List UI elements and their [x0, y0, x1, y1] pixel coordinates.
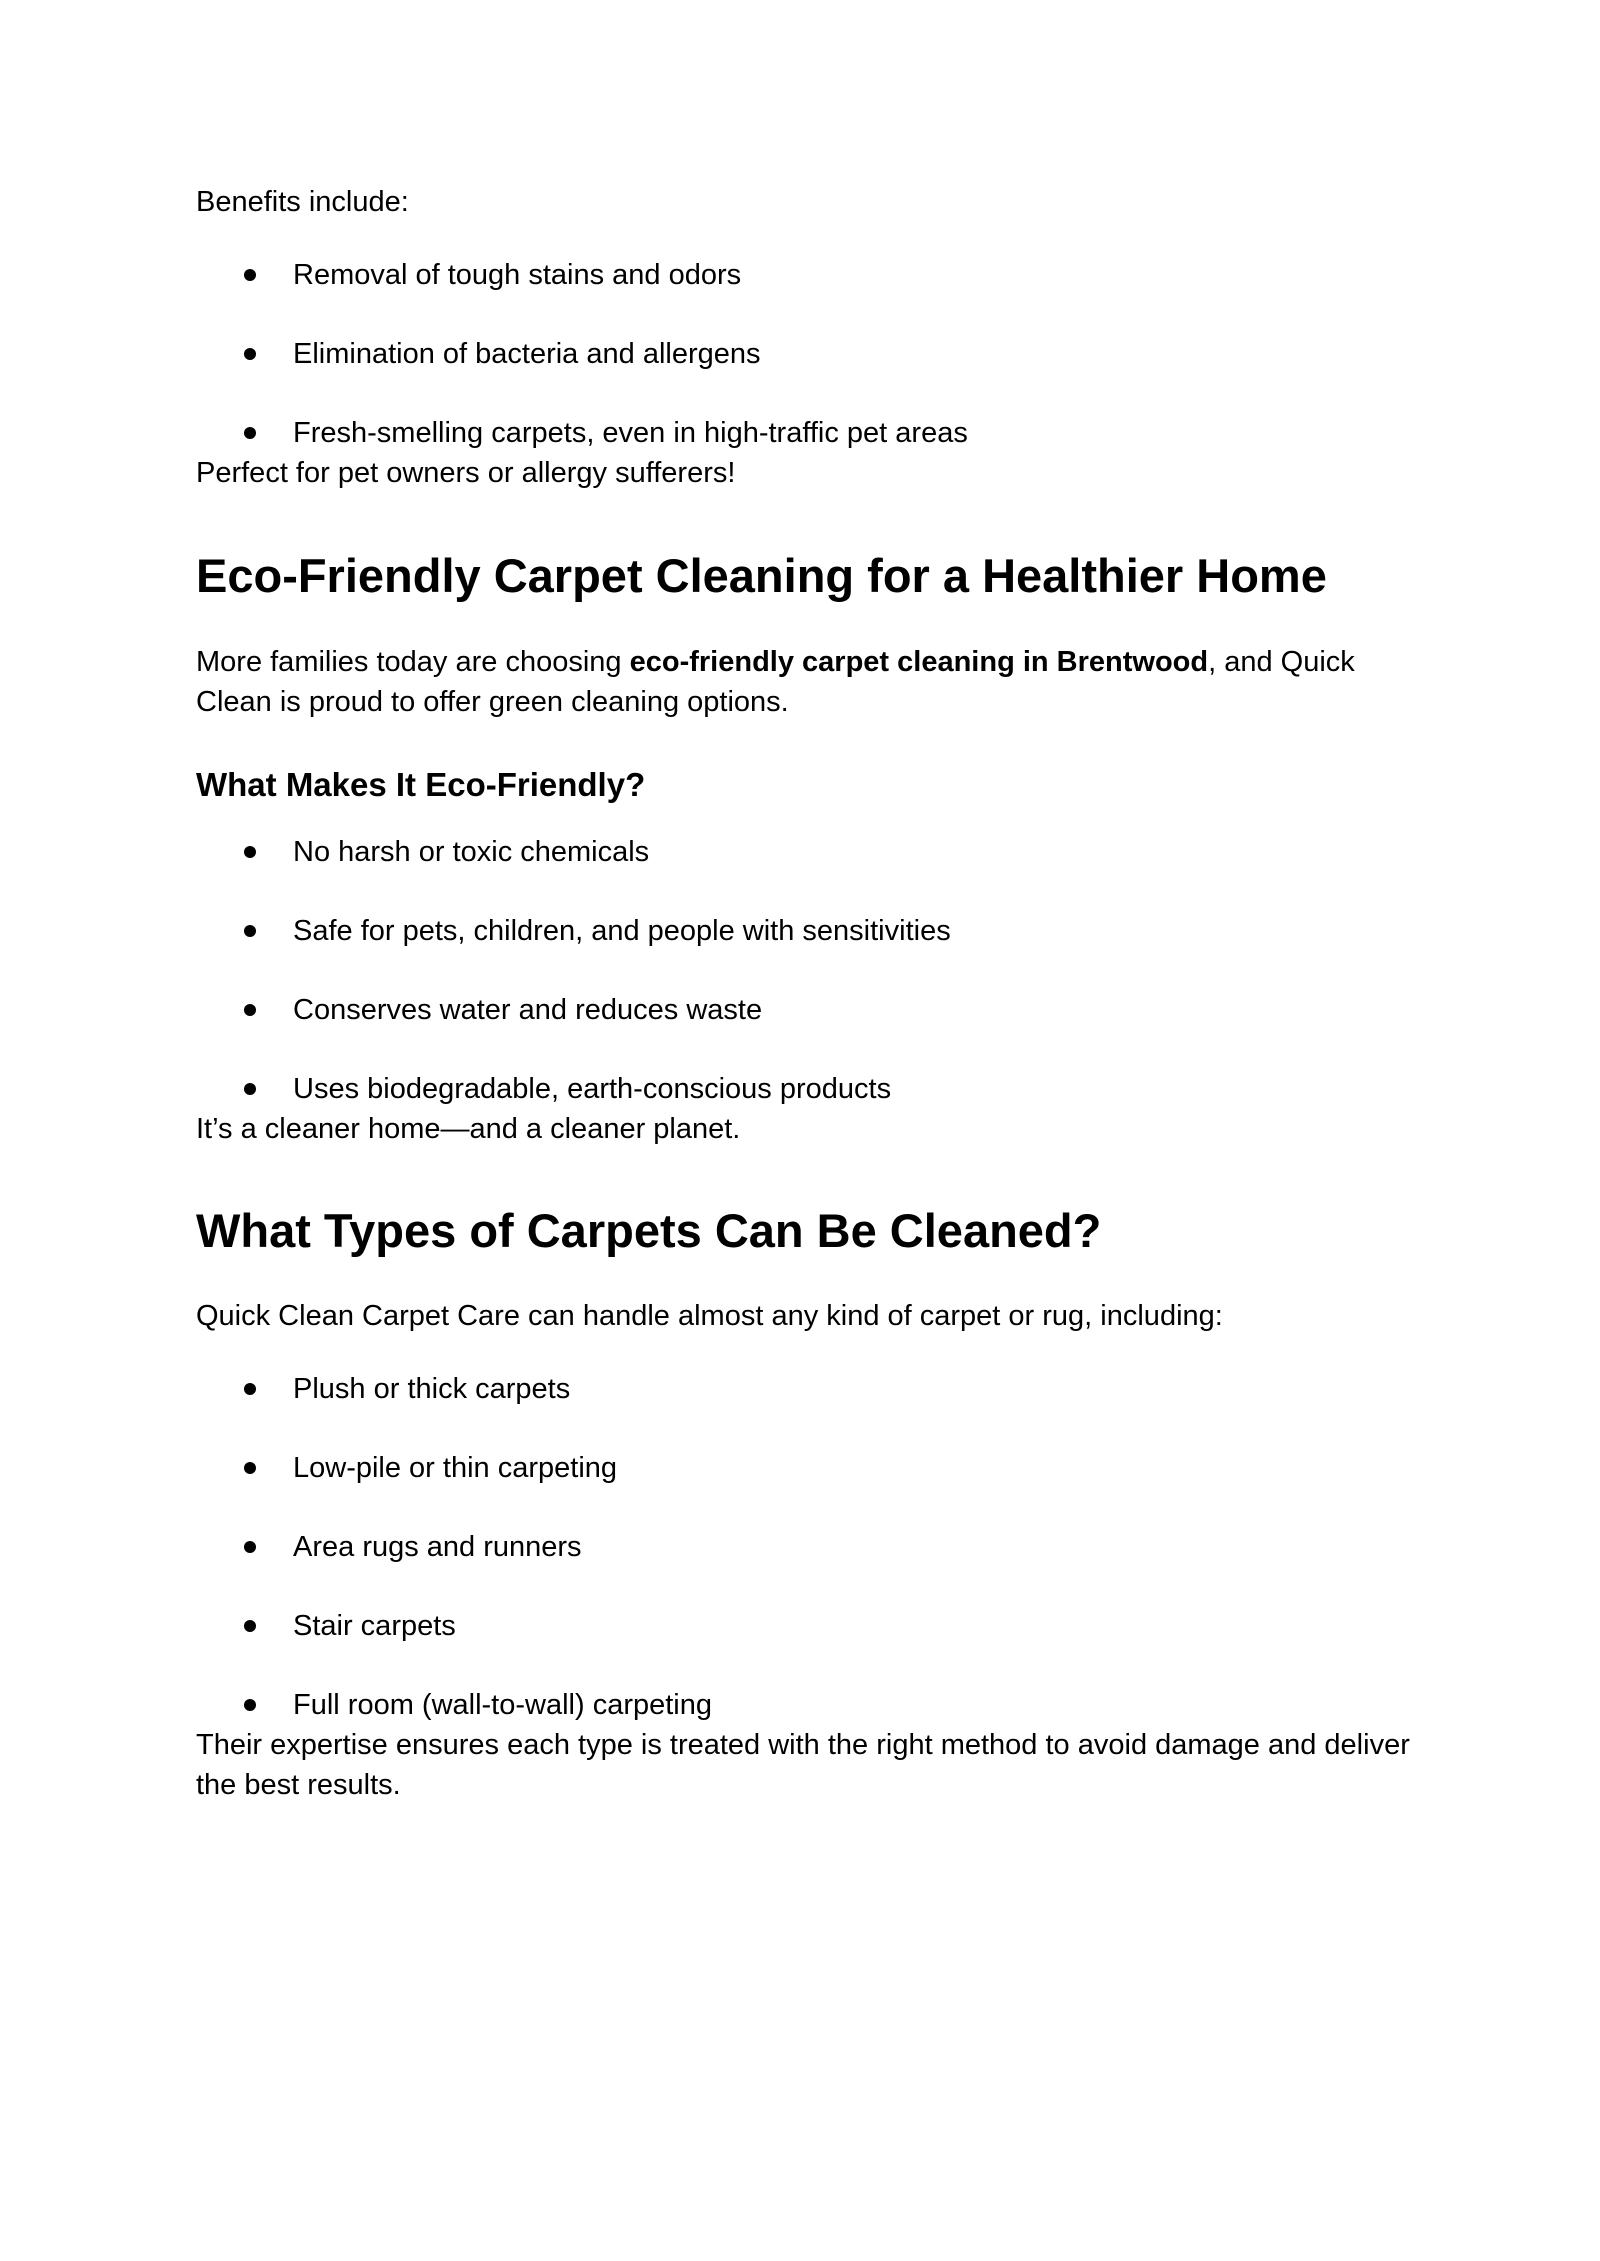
- eco-intro-text-end: , and Quick Clean is proud to offer green cleaning options.: [196, 646, 1355, 718]
- bullet-icon: [244, 1462, 256, 1474]
- document-body: [196, 182, 1416, 1805]
- types-heading: What Types of Carpets Can Be Cleaned?: [196, 1204, 1102, 1257]
- list-item-text: Stair carpets: [293, 1610, 456, 1642]
- eco-list: [196, 832, 1416, 1109]
- list-item-text: Fresh-smelling carpets, even in high-traffic pet areas: [293, 417, 968, 449]
- list-item: [196, 1685, 1416, 1725]
- types-outro: Their expertise ensures each type is treated with the right method to avoid damage and deliver the best results.: [196, 1729, 1410, 1801]
- list-item-text: Full room (wall-to-wall) carpeting: [293, 1689, 712, 1721]
- list-item: [196, 990, 1416, 1030]
- list-item: [196, 255, 1416, 295]
- list-item: [196, 832, 1416, 872]
- eco-intro-text: More families today are choosing: [196, 646, 630, 678]
- bullet-icon: [244, 427, 256, 439]
- list-item: [196, 413, 1416, 453]
- bullet-icon: [244, 925, 256, 937]
- eco-heading: Eco-Friendly Carpet Cleaning for a Healthier Home: [196, 549, 1327, 602]
- list-item-text: Elimination of bacteria and allergens: [293, 338, 761, 370]
- list-item-text: Conserves water and reduces waste: [293, 994, 763, 1026]
- list-item-text: No harsh or toxic chemicals: [293, 836, 650, 868]
- list-item-text: Safe for pets, children, and people with sensitivities: [293, 915, 951, 947]
- bullet-icon: [244, 1083, 256, 1095]
- list-item-text: Low-pile or thin carpeting: [293, 1452, 618, 1484]
- types-intro: Quick Clean Carpet Care can handle almost any kind of carpet or rug, including:: [196, 1300, 1223, 1332]
- list-item: [196, 1606, 1416, 1646]
- bullet-icon: [244, 1383, 256, 1395]
- types-list: [196, 1369, 1416, 1725]
- bullet-icon: [244, 348, 256, 360]
- bullet-icon: [244, 1541, 256, 1553]
- list-item: [196, 911, 1416, 951]
- bullet-icon: [244, 846, 256, 858]
- eco-outro: It’s a cleaner home—and a cleaner planet.: [196, 1113, 741, 1145]
- list-item-text: Plush or thick carpets: [293, 1373, 571, 1405]
- eco-intro: [196, 642, 1416, 722]
- bullet-icon: [244, 1004, 256, 1016]
- eco-intro-bold-text: eco-friendly carpet cleaning in Brentwood: [629, 646, 1209, 678]
- bullet-icon: [244, 1699, 256, 1711]
- list-item-text: Area rugs and runners: [293, 1531, 582, 1563]
- bullet-icon: [244, 1620, 256, 1632]
- list-item: [196, 1069, 1416, 1109]
- list-item: [196, 334, 1416, 374]
- benefits-outro: Perfect for pet owners or allergy sufferers!: [196, 457, 736, 489]
- list-item: [196, 1369, 1416, 1409]
- benefits-list: [196, 255, 1416, 453]
- list-item: [196, 1527, 1416, 1567]
- list-item-text: Removal of tough stains and odors: [293, 259, 742, 291]
- benefits-intro: Benefits include:: [196, 186, 409, 218]
- list-item: [196, 1448, 1416, 1488]
- list-item-text: Uses biodegradable, earth-conscious products: [293, 1073, 892, 1105]
- eco-subheading: What Makes It Eco-Friendly?: [196, 766, 646, 803]
- bullet-icon: [244, 269, 256, 281]
